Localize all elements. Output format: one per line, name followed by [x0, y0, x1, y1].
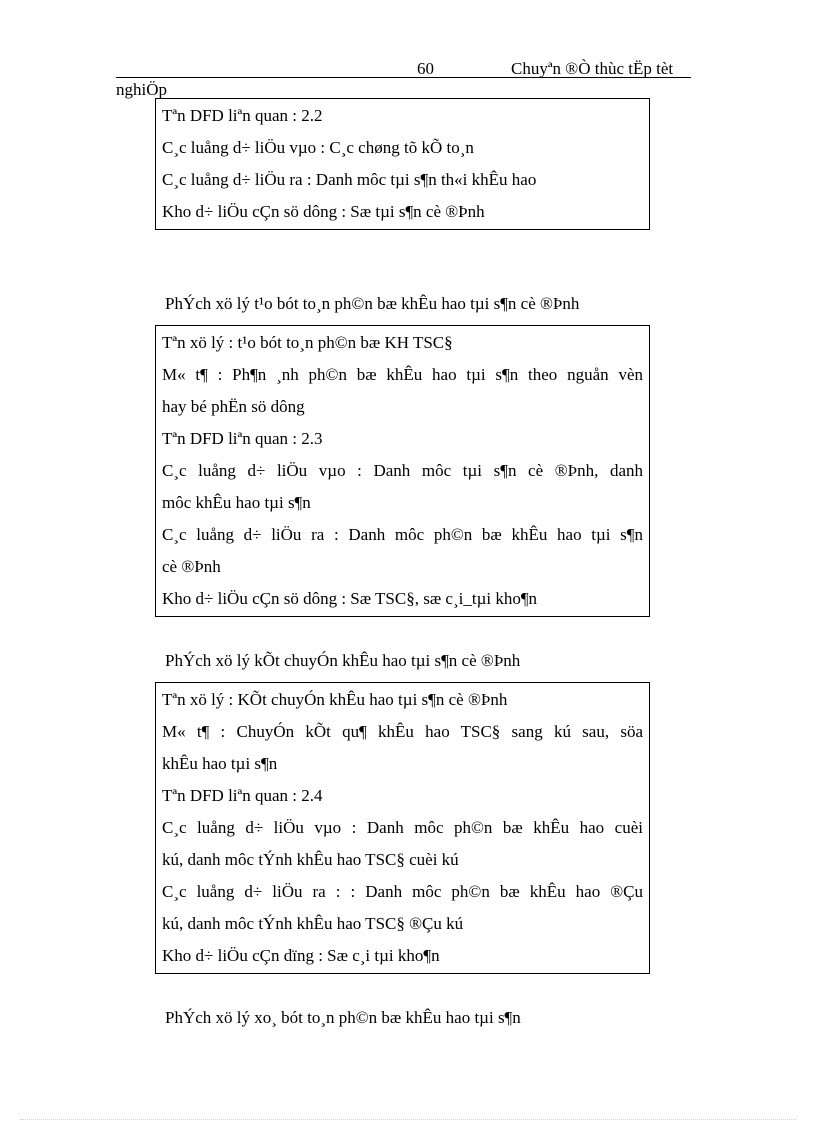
header-rule — [116, 77, 691, 78]
box2-line: M« t¶ : Ph¶n ¸nh ph©n bæ khÊu hao tµi s¶n theo nguån vèn — [162, 365, 643, 384]
section-heading-4: PhÝch xö lý xo¸ bót to¸n ph©n bæ khÊu hao tµi s¶n — [165, 1008, 521, 1027]
header-title-continued: nghiÖp — [116, 80, 167, 99]
box3-line: Tªn DFD liªn quan : 2.4 — [162, 786, 323, 805]
box2-line: C¸c luång d÷ liÖu vµo : Danh môc tµi s¶n cè ®Þnh, danh — [162, 461, 643, 480]
box2-line: Kho d÷ liÖu cÇn sö dông : Sæ TSC§, sæ c¸i_tµi kho¶n — [162, 589, 538, 608]
section-heading-3: PhÝch xö lý kÕt chuyÓn khÊu hao tµi s¶n cè ®Þnh — [165, 651, 521, 670]
box1-line: Tªn DFD liªn quan : 2.2 — [162, 106, 323, 125]
box3-line: kú, danh môc tÝnh khÊu hao TSC§ cuèi kú — [162, 850, 459, 869]
box2-line: Tªn DFD liªn quan : 2.3 — [162, 429, 323, 448]
box2-line: Tªn xö lý : t¹o bót to¸n ph©n bæ KH TSC§ — [162, 333, 453, 352]
box3-line: Tªn xö lý : KÕt chuyÓn khÊu hao tµi s¶n cè ®Þnh — [162, 690, 508, 709]
box3-line: khÊu hao tµi s¶n — [162, 754, 278, 773]
box2-line: môc khÊu hao tµi s¶n — [162, 493, 311, 512]
process-card-create-entry — [155, 325, 650, 617]
page-number: 60 — [417, 59, 434, 78]
page-bottom-edge — [20, 1119, 796, 1120]
box3-line: kú, danh môc tÝnh khÊu hao TSC§ ®Çu kú — [162, 914, 464, 933]
box1-line: C¸c luång d÷ liÖu vµo : C¸c chøng tõ kÕ to¸n — [162, 138, 474, 157]
box3-line: C¸c luång d÷ liÖu ra : : Danh môc ph©n bæ khÊu hao ®Çu — [162, 882, 643, 901]
box2-line: cè ®Þnh — [162, 557, 221, 576]
section-heading-2: PhÝch xö lý t¹o bót to¸n ph©n bæ khÊu hao tµi s¶n cè ®Þnh — [165, 294, 580, 313]
box2-line: hay bé phËn sö dông — [162, 397, 305, 416]
box3-line: M« t¶ : ChuyÓn kÕt qu¶ khÊu hao TSC§ sang kú sau, söa — [162, 722, 643, 741]
box3-line: Kho d÷ liÖu cÇn dïng : Sæ c¸i tµi kho¶n — [162, 946, 440, 965]
dfd-info-box-1 — [155, 98, 650, 230]
box3-line: C¸c luång d÷ liÖu vµo : Danh môc ph©n bæ khÊu hao cuèi — [162, 818, 643, 837]
box2-line: C¸c luång d÷ liÖu ra : Danh môc ph©n bæ khÊu hao tµi s¶n — [162, 525, 643, 544]
box1-line: Kho d÷ liÖu cÇn sö dông : Sæ tµi s¶n cè ®Þnh — [162, 202, 485, 221]
header-title: Chuyªn ®Ò thùc tËp tèt — [511, 59, 674, 78]
process-card-transfer — [155, 682, 650, 974]
box1-line: C¸c luång d÷ liÖu ra : Danh môc tµi s¶n th«i khÊu hao — [162, 170, 537, 189]
